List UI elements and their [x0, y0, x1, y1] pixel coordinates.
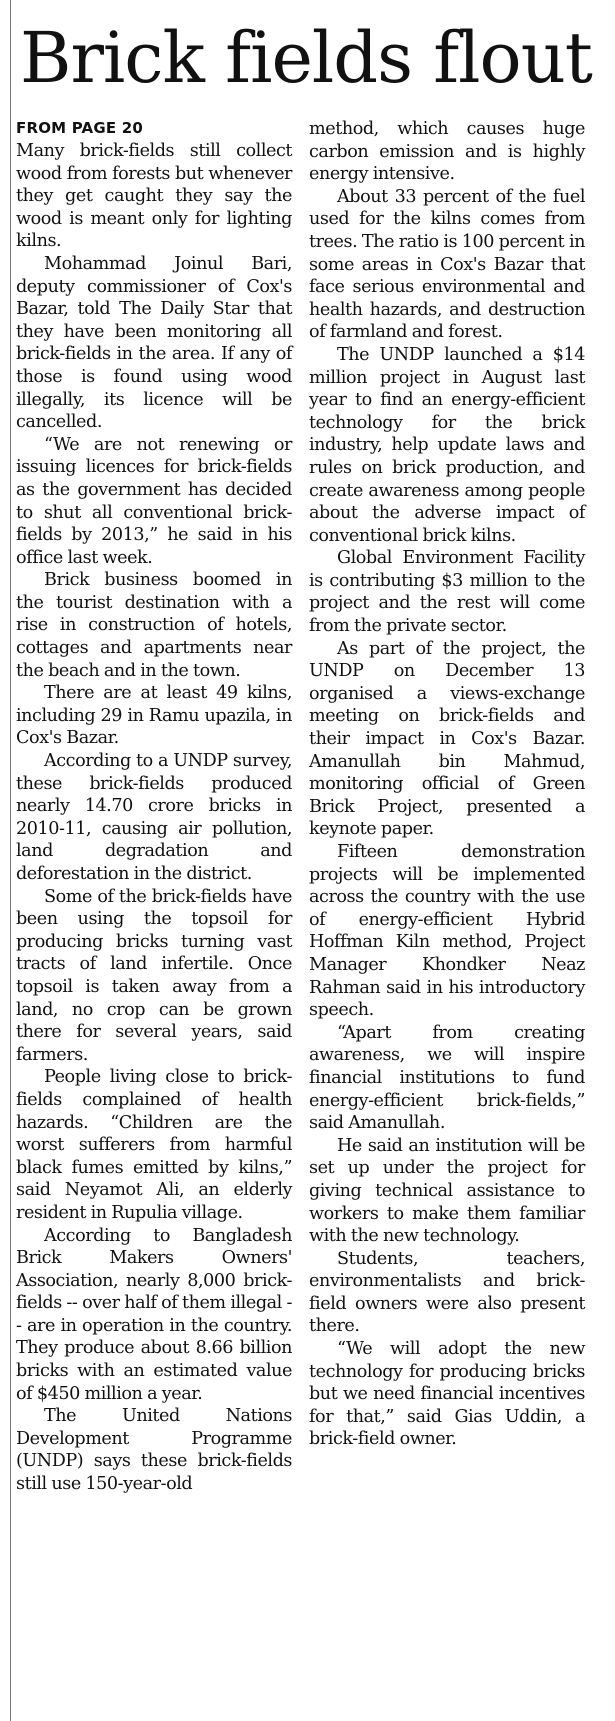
paragraph: Many brick-fields still collect wood from forests but whenever they get caught they say the wood is meant only for lighting kilns.: [16, 141, 292, 252]
paragraph: Students, teachers, environmentalists and brick-field owners were also present there.: [309, 1248, 585, 1337]
jump-label: FROM PAGE 20: [16, 119, 143, 137]
article-column-left: [16, 118, 292, 1496]
headline: Brick fields flout: [20, 17, 592, 99]
paragraph: “We will adopt the new technology for producing bricks but we need financial incentives for that,” said Gias Uddin, a brick-field owner.: [309, 1339, 585, 1450]
paragraph-continued: method, which causes huge carbon emission and is highly energy intensive.: [309, 119, 585, 185]
paragraph: “We are not renewing or issuing licences for brick-fields as the government has decided to shut all conventional brick-fields by 2013,” he said in his office last week.: [16, 434, 292, 568]
article-column-right: [309, 118, 585, 1451]
paragraph: Brick business boomed in the tourist destination with a rise in construction of hotels, cottages and apartments near the beach and in the town.: [16, 570, 292, 681]
paragraph: The UNDP launched a $14 million project in August last year to find an energy-efficient technology for the brick industry, help update laws and rules on brick production, and create awareness among people about the adverse impact of conventional brick kilns.: [309, 344, 585, 546]
paragraph: About 33 percent of the fuel used for the kilns comes from trees. The ratio is 100 percent in some areas in Cox's Bazar that face serious environmental and health hazards, and destruction of farmland and forest.: [309, 186, 585, 343]
paragraph: As part of the project, the UNDP on December 13 organised a views-exchange meeting on brick-fields and their impact in Cox's Bazar. Amanullah bin Mahmud, monitoring official of Green Brick Project, presented a keynote paper.: [309, 638, 585, 840]
paragraph: People living close to brick-fields complained of health hazards. “Children are the worst sufferers from harmful black fumes emitted by kilns,” said Neyamot Ali, an elderly resident in Rupulia village.: [16, 1067, 292, 1223]
paragraph: According to a UNDP survey, these brick-fields produced nearly 14.70 crore bricks in 2010-11, causing air pollution, land degradation and deforestation in the district.: [16, 751, 292, 884]
paragraph: Some of the brick-fields have been using the topsoil for producing bricks turning vast tracts of land infertile. Once topsoil is taken away from a land, no crop can be grown there for several years, said farmers.: [16, 886, 292, 1065]
paragraph: Fifteen demonstration projects will be implemented across the country with the use of energy-efficient Hybrid Hoffman Kiln method, Project Manager Khondker Neaz Rahman said in his introductory speech.: [309, 842, 585, 1021]
paragraph: There are at least 49 kilns, including 29 in Ramu upazila, in Cox's Bazar.: [16, 683, 292, 749]
paragraph: The United Nations Development Programme (UNDP) says these brick-fields still use 150-year-old: [16, 1406, 292, 1495]
paragraph: He said an institution will be set up under the project for giving technical assistance to workers to make them familiar with the new technology.: [309, 1135, 585, 1247]
paragraph: Global Environment Facility is contributing $3 million to the project and the rest will come from the private sector.: [309, 548, 585, 637]
paragraph: According to Bangladesh Brick Makers Owners' Association, nearly 8,000 brick-fields -- over half of them illegal -- are in operation in the country. They produce about 8.66 billion bricks with an estimated value of $450 million a year.: [16, 1225, 292, 1404]
paragraph: Mohammad Joinul Bari, deputy commissioner of Cox's Bazar, told The Daily Star that they have been monitoring all brick-fields in the area. If any of those is found using wood illegally, its licence will be cancelled.: [16, 253, 292, 433]
left-border-rule: [10, 0, 11, 1721]
paragraph: “Apart from creating awareness, we will inspire financial institutions to fund energy-efficient brick-fields,” said Amanullah.: [309, 1022, 585, 1134]
